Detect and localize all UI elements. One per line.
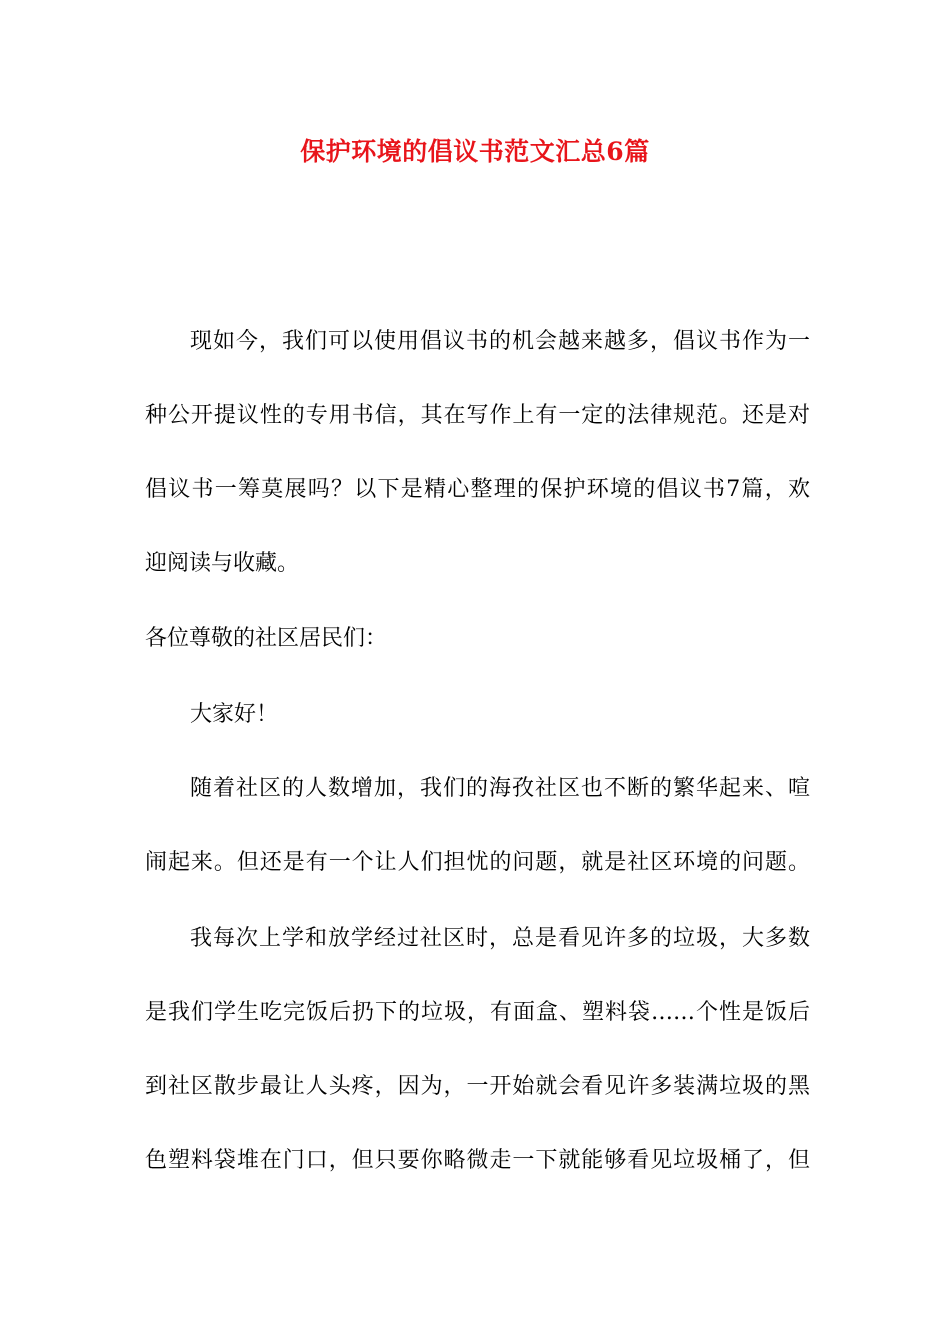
paragraph-line: 倡议书一筹莫展吗？以下是精心整理的保护环境的倡议书7篇，欢 xyxy=(145,477,810,502)
paragraph-line: 随着社区的人数增加，我们的海孜社区也不断的繁华起来、喧 xyxy=(190,776,810,801)
paragraph-line: 是我们学生吃完饭后扔下的垃圾，有面盒、塑料袋……个性是饭后 xyxy=(145,1000,810,1025)
paragraph-line: 色塑料袋堆在门口，但只要你略微走一下就能够看见垃圾桶了，但 xyxy=(145,1148,810,1173)
greeting-line: 大家好！ xyxy=(190,702,279,727)
paragraph-line: 现如今，我们可以使用倡议书的机会越来越多，倡议书作为一 xyxy=(190,329,810,354)
paragraph-line: 闹起来。但还是有一个让人们担忧的问题，就是社区环境的问题。 xyxy=(145,850,810,875)
paragraph-line: 我每次上学和放学经过社区时，总是看见许多的垃圾，大多数 xyxy=(190,926,810,951)
salutation-line: 各位尊敬的社区居民们： xyxy=(145,626,388,651)
paragraph-line: 种公开提议性的专用书信，其在写作上有一定的法律规范。还是对 xyxy=(145,403,810,428)
paragraph-line: 迎阅读与收藏。 xyxy=(145,551,300,576)
paragraph-line: 到社区散步最让人头疼，因为，一开始就会看见许多装满垃圾的黑 xyxy=(145,1074,810,1099)
document-title: 保护环境的倡议书范文汇总6篇 xyxy=(300,137,650,166)
